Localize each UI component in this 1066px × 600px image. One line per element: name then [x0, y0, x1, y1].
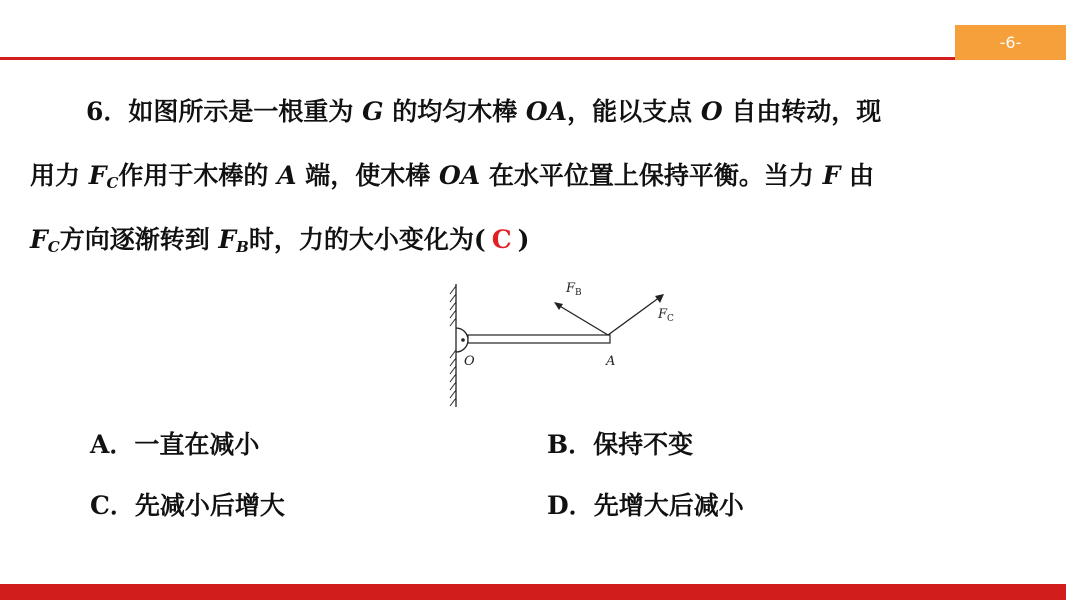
force-fb-arrowhead: [554, 302, 563, 310]
lever-diagram: [430, 272, 700, 412]
header-rule: [0, 57, 1066, 60]
question-line-2: 用力 $F_C$作用于木棒的 A 端，使木棒 OA 在水平位置上保持平衡。当力 F 由: [30, 161, 875, 192]
wall-hatching: [450, 286, 456, 406]
question-number: 6．: [86, 97, 129, 126]
page-number: -6-: [999, 33, 1022, 52]
label-o: O: [464, 354, 475, 369]
page-number-badge: [955, 25, 1066, 60]
footer-bar: [0, 584, 1066, 600]
question-line-1: 6．如图所示是一根重为 G 的均匀木棒 OA，能以支点 O 自由转动，现: [86, 97, 882, 126]
option-a[interactable]: A．一直在减小: [90, 430, 260, 459]
option-b[interactable]: B．保持不变: [547, 430, 694, 459]
rod: [468, 335, 610, 343]
question-line-3: $F_C$方向逐渐转到 $F_B$时，力的大小变化为( C ): [30, 225, 530, 256]
label-fb: $F_B$: [566, 281, 582, 298]
label-a: A: [606, 354, 616, 369]
pivot-point: [461, 338, 465, 342]
option-d[interactable]: D．先增大后减小: [547, 491, 744, 520]
option-c[interactable]: C．先减小后增大: [90, 491, 285, 520]
answer-mark: C: [491, 225, 512, 254]
force-fb-arrow: [558, 305, 608, 335]
label-fc: $F_C$: [658, 307, 674, 324]
force-fc-arrowhead: [655, 294, 664, 303]
force-fc-arrow: [608, 297, 660, 335]
